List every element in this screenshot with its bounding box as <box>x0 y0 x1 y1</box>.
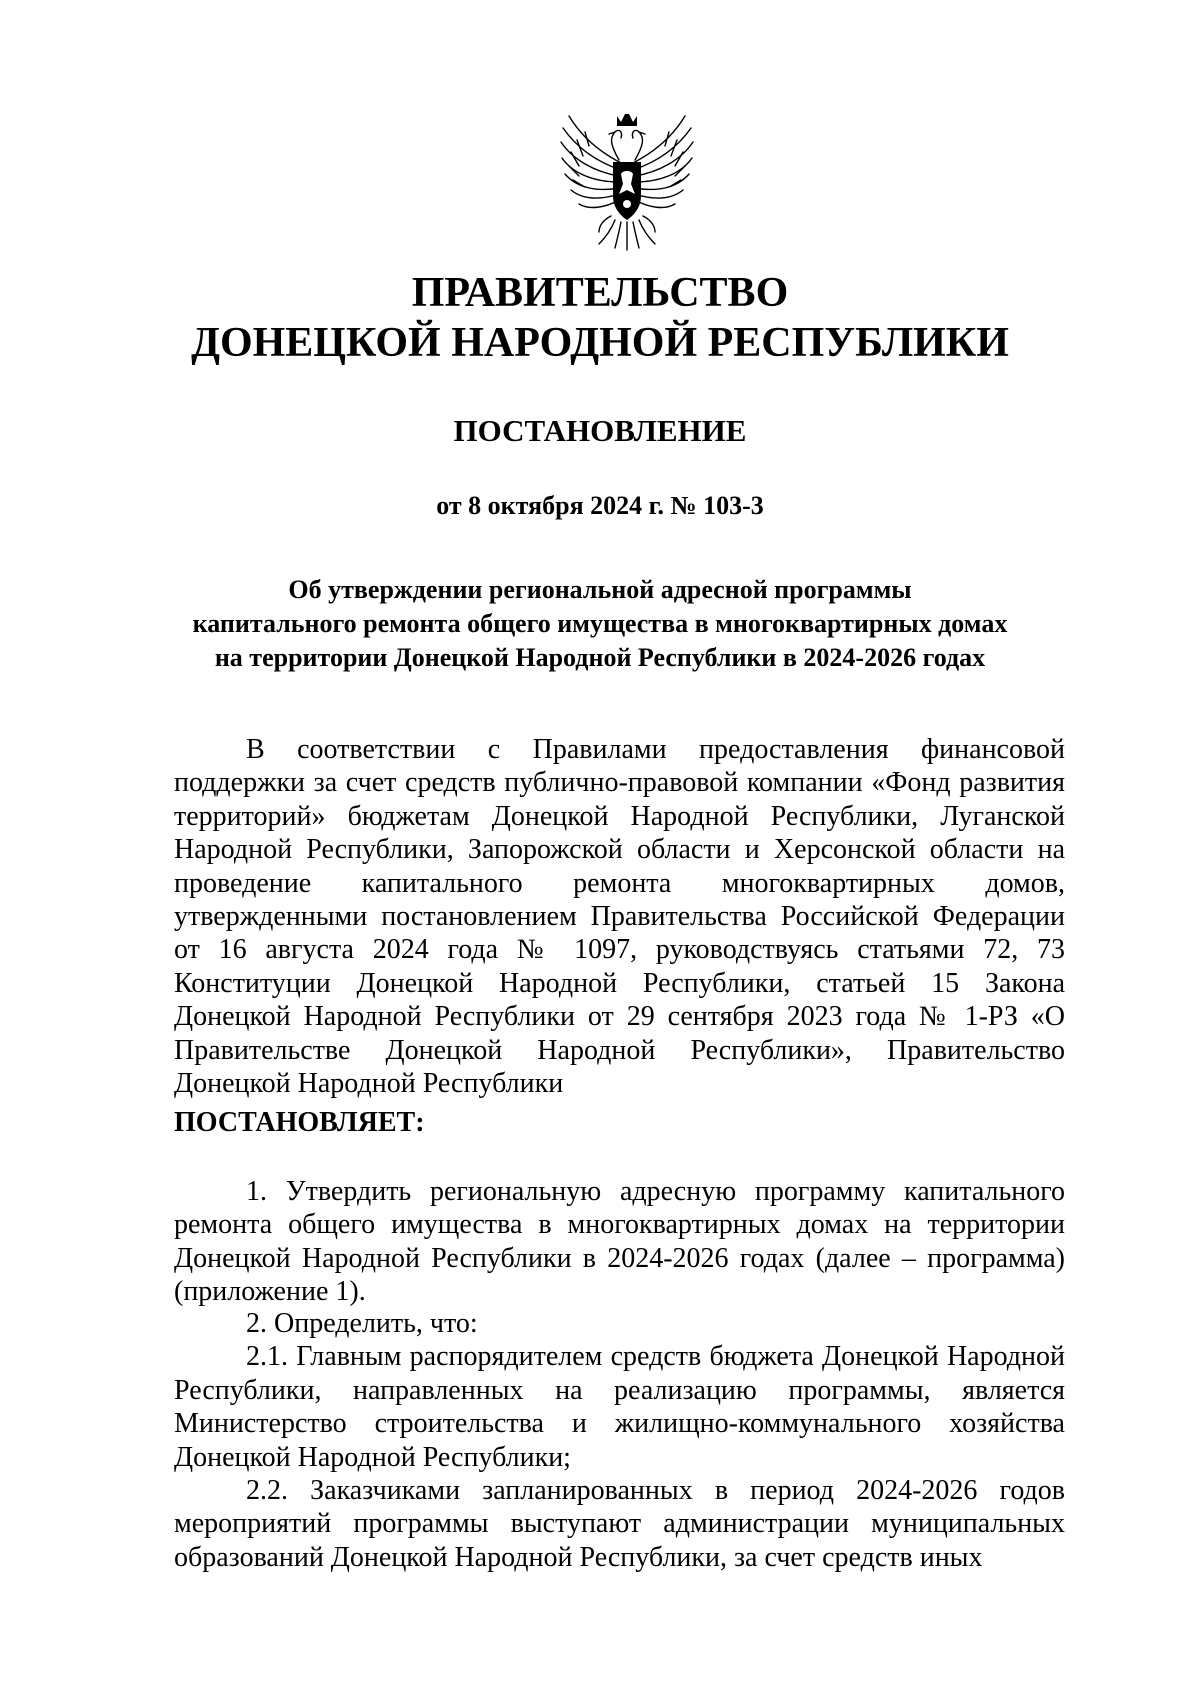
item-2-block <box>174 1307 1065 1574</box>
decree-word: ПОСТАНОВЛЯЕТ: <box>174 1107 425 1138</box>
item-2-1-paragraph: 2.1. Главным распорядителем средств бюджета Донецкой Народной Республики, направленных на реализацию программы, является Министерство строительства и жилищно-коммунального хозяйства Донецкой Народной Республики; <box>174 1341 1065 1473</box>
coat-of-arms-icon <box>559 112 695 252</box>
preamble-block <box>174 733 1065 1100</box>
item-1-block <box>174 1175 1065 1309</box>
document-subject-line: Об утверждении региональной адресной программы <box>288 575 912 604</box>
document-type: ПОСТАНОВЛЕНИЕ <box>453 413 747 448</box>
item-2-paragraph: 2. Определить, что: <box>246 1308 478 1339</box>
item-1-paragraph: 1. Утвердить региональную адресную программу капитального ремонта общего имущества в многоквартирных домах на территории Донецкой Народной Республики в 2024-2026 годах (далее – программа) (приложение 1). <box>174 1176 1065 1308</box>
document-subject <box>0 573 1200 675</box>
item-2-2-paragraph: 2.2. Заказчиками запланированных в период 2024-2026 годов мероприятий программы выступают администрации муниципальных образований Донецкой Народной Республики, за счет средств иных <box>174 1475 1065 1573</box>
document-header <box>0 268 1200 675</box>
document-subject-line: капитального ремонта общего имущества в многоквартирных домах <box>192 609 1008 638</box>
document-date-number: от 8 октября 2024 г. № 103-3 <box>436 491 764 520</box>
organization-title <box>0 268 1200 368</box>
organization-title-line-2: ДОНЕЦКОЙ НАРОДНОЙ РЕСПУБЛИКИ <box>191 320 1009 366</box>
document-subject-line: на территории Донецкой Народной Республики в 2024-2026 годах <box>214 643 986 672</box>
organization-title-line-1: ПРАВИТЕЛЬСТВО <box>411 270 789 316</box>
preamble-paragraph: В соответствии с Правилами предоставления финансовой поддержки за счет средств публично-правовой компании «Фонд развития территорий» бюджетам Донецкой Народной Республики, Луганской Народной Республики, Запорожской области и Херсонской области на проведение капитального ремонта многоквартирных домов, утвержденными постановлением Правительства Российской Федерации от 16 августа 2024 года № 1097, руководствуясь статьями 72, 73 Конституции Донецкой Народной Республики, статьей 15 Закона Донецкой Народной Республики от 29 сентября 2023 года № 1-РЗ «О Правительстве Донецкой Народной Республики», Правительство Донецкой Народной Республики <box>174 734 1065 1100</box>
